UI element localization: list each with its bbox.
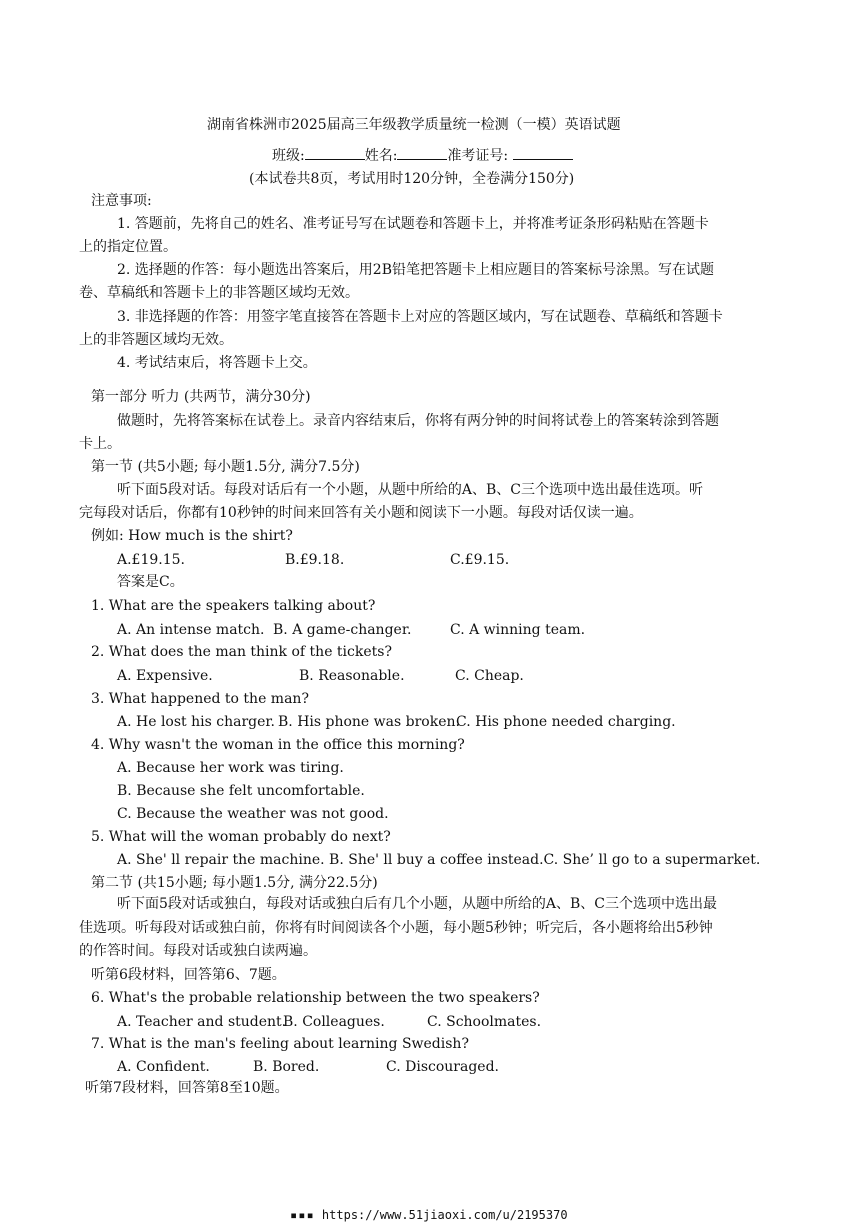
q3-option-c: C. His phone needed charging. xyxy=(456,714,676,730)
example-option-b: B.£9.18. xyxy=(285,552,345,568)
q3-option-a: A. He lost his charger. xyxy=(117,714,275,730)
question-7: 7. What is the man's feeling about learning Swedish? xyxy=(91,1036,469,1052)
section1-instruction: 听下面5段对话。每段对话后有一个小题，从题中所给的A、B、C三个选项中选出最佳选项。听 xyxy=(117,482,704,498)
class-label: 班级: xyxy=(272,148,305,164)
part1-instruction-cont: 卡上。 xyxy=(79,436,121,452)
question-7-options xyxy=(117,1057,499,1077)
question-4: 4. Why wasn't the woman in the office this morning? xyxy=(91,737,465,753)
q1-option-c: C. A winning team. xyxy=(450,622,586,638)
question-6: 6. What's the probable relationship between the two speakers? xyxy=(91,990,540,1006)
q7-option-a: A. Confident. xyxy=(117,1059,210,1075)
footer-logo-icon: ▪▪▪ xyxy=(290,1208,315,1222)
question-5: 5. What will the woman probably do next? xyxy=(91,829,391,845)
q2-option-c: C. Cheap. xyxy=(455,668,524,684)
question-6-options xyxy=(117,1012,541,1032)
q7-option-c: C. Discouraged. xyxy=(386,1059,499,1075)
notice-item-1: 1. 答题前，先将自己的姓名、准考证号写在试题卷和答题卡上，并将准考证条形码粘贴在答题卡 xyxy=(117,216,709,232)
part1-heading: 第一部分 听力 (共两节，满分30分) xyxy=(91,389,311,405)
q4-option-c: C. Because the weather was not good. xyxy=(117,806,389,822)
example-options xyxy=(117,550,509,570)
question-1: 1. What are the speakers talking about? xyxy=(91,598,376,614)
q4-option-b: B. Because she felt uncomfortable. xyxy=(117,783,365,799)
notice-item-3: 3. 非选择题的作答：用签字笔直接答在答题卡上对应的答题区域内，写在试题卷、草稿纸和答题卡 xyxy=(117,309,723,325)
section2-instruction: 听下面5段对话或独白，每段对话或独白后有几个小题，从题中所给的A、B、C三个选项中选出最 xyxy=(117,896,718,912)
material-7-heading: 听第7段材料，回答第8至10题。 xyxy=(85,1080,289,1096)
question-1-options xyxy=(117,620,585,640)
q7-option-b: B. Bored. xyxy=(253,1059,320,1075)
material-6-heading: 听第6段材料，回答第6、7题。 xyxy=(91,967,286,983)
q2-option-a: A. Expensive. xyxy=(117,668,213,684)
section1-heading: 第一节 (共5小题; 每小题1.5分, 满分7.5分) xyxy=(91,459,360,475)
student-info-line xyxy=(272,145,573,166)
q3-option-b: B. His phone was broken. xyxy=(278,714,460,730)
question-3-options xyxy=(117,712,676,732)
question-3: 3. What happened to the man? xyxy=(91,691,309,707)
class-blank xyxy=(305,145,365,160)
example-answer: 答案是C。 xyxy=(117,574,184,590)
part1-instruction: 做题时，先将答案标在试卷上。录音内容结束后，你将有两分钟的时间将试卷上的答案转涂到答题 xyxy=(117,413,719,429)
question-2: 2. What does the man think of the tickets? xyxy=(91,644,392,660)
q1-option-a: A. An intense match. xyxy=(117,622,265,638)
q4-option-a: A. Because her work was tiring. xyxy=(117,760,344,776)
footer-url[interactable]: https://www.51jiaoxi.com/u/2195370 xyxy=(321,1208,568,1222)
exam-note: (本试卷共8页，考试用时120分钟，全卷满分150分) xyxy=(249,171,575,187)
notice-item-2-cont: 卷、草稿纸和答题卡上的非答题区域均无效。 xyxy=(79,285,359,301)
q6-option-c: C. Schoolmates. xyxy=(427,1014,542,1030)
name-label: 姓名: xyxy=(364,148,398,164)
id-label: 准考证号: xyxy=(447,148,509,164)
q1-option-b: B. A game-changer. xyxy=(273,622,412,638)
notice-item-1-cont: 上的指定位置。 xyxy=(79,239,177,255)
notice-heading: 注意事项: xyxy=(91,193,152,209)
page-title: 湖南省株洲市2025届高三年级教学质量统一检测（一模）英语试题 xyxy=(207,117,621,133)
q6-option-a: A. Teacher and student. xyxy=(117,1014,287,1030)
section2-heading: 第二节 (共15小题; 每小题1.5分, 满分22.5分) xyxy=(91,875,378,891)
footer-watermark xyxy=(290,1208,568,1222)
name-blank xyxy=(397,145,447,160)
question-2-options xyxy=(117,666,524,686)
q2-option-b: B. Reasonable. xyxy=(299,668,405,684)
notice-item-4: 4. 考试结束后，将答题卡上交。 xyxy=(117,355,317,371)
section2-instruction-cont-2: 的作答时间。每段对话或独白读两遍。 xyxy=(79,943,317,959)
section1-instruction-cont: 完每段对话后，你都有10秒钟的时间来回答有关小题和阅读下一小题。每段对话仅读一遍。 xyxy=(79,505,643,521)
example-option-a: A.£19.15. xyxy=(117,552,185,568)
question-5-options: A. She' ll repair the machine. B. She' ll buy a coffee instead.C. She’ ll go to a supermarket. xyxy=(117,852,761,868)
notice-item-3-cont: 上的非答题区域均无效。 xyxy=(79,332,233,348)
notice-item-2: 2. 选择题的作答：每小题选出答案后，用2B铅笔把答题卡上相应题目的答案标号涂黑。写在试题 xyxy=(117,262,715,278)
section2-instruction-cont: 佳选项。听每段对话或独白前，你将有时间阅读各个小题，每小题5秒钟；听完后，各小题将给出5秒钟 xyxy=(79,920,713,936)
id-blank xyxy=(513,145,573,160)
q6-option-b: B. Colleagues. xyxy=(283,1014,385,1030)
example-option-c: C.£9.15. xyxy=(450,552,510,568)
example-question: 例如: How much is the shirt? xyxy=(91,528,293,544)
